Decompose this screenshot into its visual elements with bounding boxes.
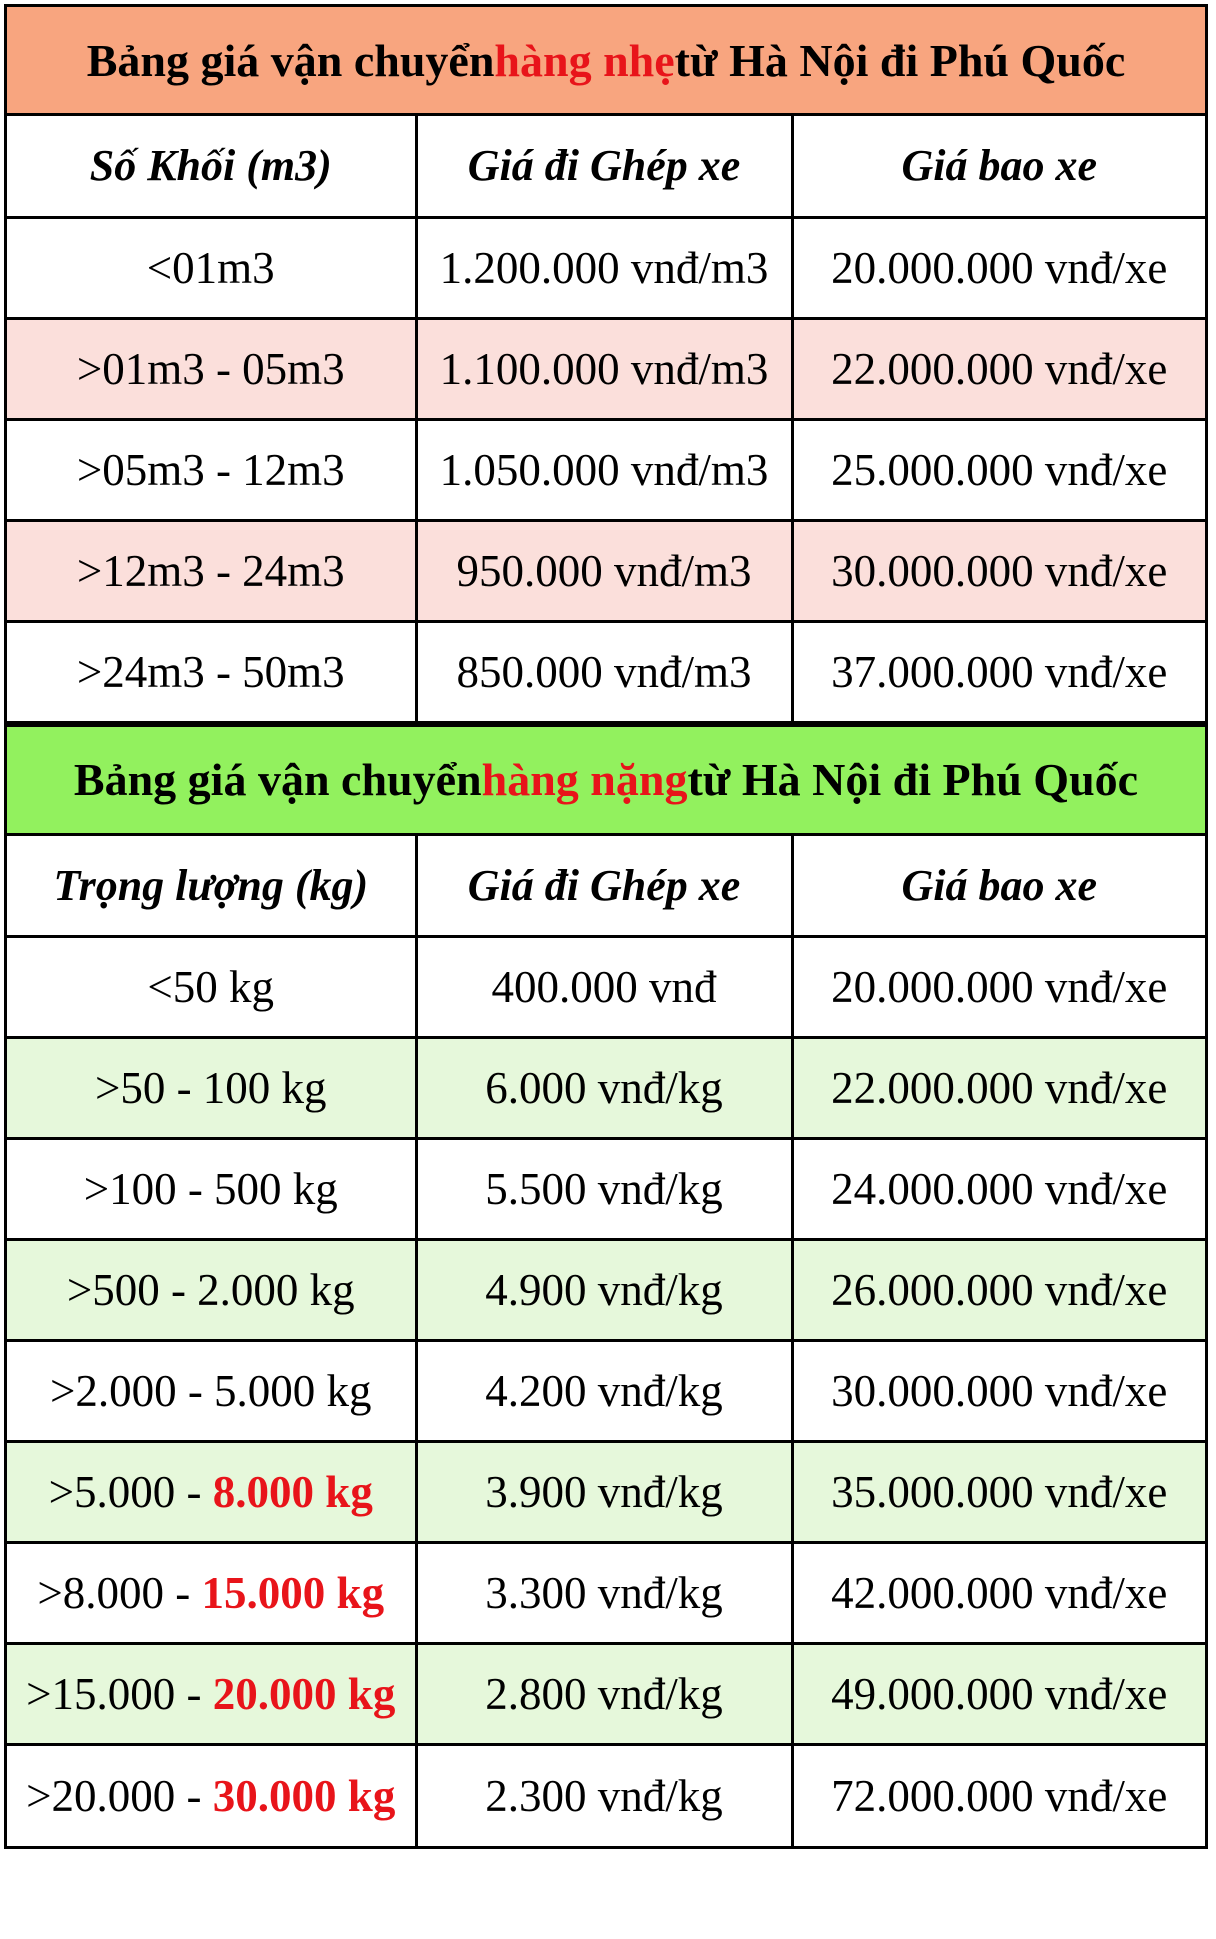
weight-range-end: 30.000 kg [212, 1770, 396, 1821]
table-row [7, 1745, 1205, 1846]
heavy-title-prefix: Bảng giá vận chuyển [73, 754, 482, 805]
light-header-row [7, 116, 1205, 217]
light-title-prefix: Bảng giá vận chuyển [86, 34, 495, 86]
weight-cell [7, 1038, 416, 1139]
header-shared-price: Giá đi Ghép xe [416, 836, 792, 937]
heavy-title-suffix: từ Hà Nội đi Phú Quốc [687, 754, 1139, 805]
table-row [7, 1341, 1205, 1442]
light-goods-table [7, 116, 1205, 724]
shared-price-cell: 2.800 vnđ/kg [416, 1644, 792, 1745]
table-row [7, 937, 1205, 1038]
table-row [7, 1442, 1205, 1543]
weight-cell [7, 1644, 416, 1745]
full-price-cell: 26.000.000 vnđ/xe [792, 1240, 1205, 1341]
table-row [7, 419, 1205, 520]
volume-cell: <01m3 [7, 217, 416, 318]
full-price-cell: 35.000.000 vnđ/xe [792, 1442, 1205, 1543]
weight-range: >500 - 2.000 kg [66, 1265, 355, 1315]
weight-range-end: 20.000 kg [212, 1669, 396, 1719]
weight-cell [7, 1240, 416, 1341]
weight-range: >2.000 - 5.000 kg [49, 1366, 372, 1416]
shared-price-cell: 850.000 vnđ/m3 [416, 621, 792, 722]
header-shared-price: Giá đi Ghép xe [416, 116, 792, 217]
table-row [7, 1644, 1205, 1745]
weight-cell [7, 1341, 416, 1442]
weight-range: >100 - 500 kg [83, 1164, 338, 1214]
shared-price-cell: 3.300 vnđ/kg [416, 1543, 792, 1644]
weight-range-start: >20.000 - [26, 1770, 213, 1821]
weight-range-start: >8.000 - [37, 1568, 202, 1618]
weight-range: <50 kg [147, 962, 275, 1012]
shared-price-cell: 5.500 vnđ/kg [416, 1139, 792, 1240]
full-price-cell: 25.000.000 vnđ/xe [792, 419, 1205, 520]
heavy-header-row [7, 836, 1205, 937]
volume-cell: >12m3 - 24m3 [7, 520, 416, 621]
light-title-highlight: hàng nhẹ [494, 34, 675, 86]
light-title-suffix: từ Hà Nội đi Phú Quốc [674, 34, 1126, 86]
shared-price-cell: 1.050.000 vnđ/m3 [416, 419, 792, 520]
light-goods-title [7, 7, 1205, 116]
shared-price-cell: 400.000 vnđ [416, 937, 792, 1038]
full-price-cell: 22.000.000 vnđ/xe [792, 1038, 1205, 1139]
table-row [7, 1240, 1205, 1341]
weight-cell [7, 1745, 416, 1846]
shared-price-cell: 950.000 vnđ/m3 [416, 520, 792, 621]
full-price-cell: 42.000.000 vnđ/xe [792, 1543, 1205, 1644]
weight-range: >50 - 100 kg [94, 1063, 327, 1113]
weight-cell [7, 937, 416, 1038]
header-volume: Số Khối (m3) [7, 116, 416, 217]
full-price-cell: 72.000.000 vnđ/xe [792, 1745, 1205, 1846]
heavy-goods-table [7, 836, 1205, 1846]
header-full-price: Giá bao xe [792, 836, 1205, 937]
weight-cell [7, 1139, 416, 1240]
full-price-cell: 49.000.000 vnđ/xe [792, 1644, 1205, 1745]
weight-cell [7, 1442, 416, 1543]
shared-price-cell: 4.200 vnđ/kg [416, 1341, 792, 1442]
weight-range-end: 15.000 kg [201, 1568, 385, 1618]
full-price-cell: 20.000.000 vnđ/xe [792, 937, 1205, 1038]
weight-cell [7, 1543, 416, 1644]
weight-range-start: >15.000 - [26, 1669, 213, 1719]
shared-price-cell: 1.200.000 vnđ/m3 [416, 217, 792, 318]
table-row [7, 1038, 1205, 1139]
shared-price-cell: 1.100.000 vnđ/m3 [416, 318, 792, 419]
weight-range-end: 8.000 kg [212, 1467, 373, 1517]
table-row [7, 520, 1205, 621]
volume-cell: >01m3 - 05m3 [7, 318, 416, 419]
weight-range-start: >5.000 - [48, 1467, 213, 1517]
shared-price-cell: 3.900 vnđ/kg [416, 1442, 792, 1543]
header-full-price: Giá bao xe [792, 116, 1205, 217]
volume-cell: >05m3 - 12m3 [7, 419, 416, 520]
table-row [7, 1139, 1205, 1240]
heavy-title-highlight: hàng nặng [481, 754, 688, 805]
table-row [7, 621, 1205, 722]
full-price-cell: 24.000.000 vnđ/xe [792, 1139, 1205, 1240]
full-price-cell: 30.000.000 vnđ/xe [792, 1341, 1205, 1442]
volume-cell: >24m3 - 50m3 [7, 621, 416, 722]
table-row [7, 318, 1205, 419]
full-price-cell: 37.000.000 vnđ/xe [792, 621, 1205, 722]
shared-price-cell: 2.300 vnđ/kg [416, 1745, 792, 1846]
header-weight: Trọng lượng (kg) [7, 836, 416, 937]
table-row [7, 1543, 1205, 1644]
table-row [7, 217, 1205, 318]
full-price-cell: 20.000.000 vnđ/xe [792, 217, 1205, 318]
heavy-goods-title [7, 724, 1205, 836]
shared-price-cell: 4.900 vnđ/kg [416, 1240, 792, 1341]
full-price-cell: 30.000.000 vnđ/xe [792, 520, 1205, 621]
shared-price-cell: 6.000 vnđ/kg [416, 1038, 792, 1139]
full-price-cell: 22.000.000 vnđ/xe [792, 318, 1205, 419]
price-sheet [4, 4, 1208, 1849]
